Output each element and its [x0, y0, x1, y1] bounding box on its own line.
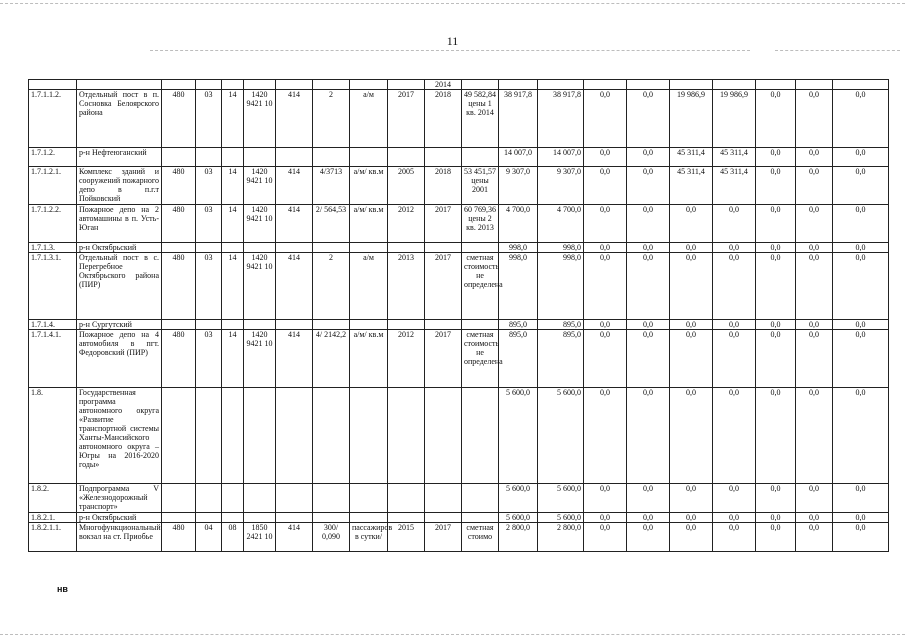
cell-target-article: 1420 9421 10 [244, 205, 276, 243]
cell-expense-type: 414 [276, 253, 313, 320]
cell-section: 03 [196, 167, 222, 205]
cell-col-15: 0,0 [584, 523, 627, 552]
cell-amount-2017: 45 311,4 [670, 167, 713, 205]
cell-expense-type: 414 [276, 90, 313, 148]
cell-col-15: 0,0 [584, 167, 627, 205]
cell-col-16: 0,0 [627, 330, 670, 388]
cell-amount-2017 [670, 80, 713, 90]
cell-chapter [162, 484, 196, 513]
cell-total-2016: 4 700,0 [499, 205, 538, 243]
cell-col-15: 0,0 [584, 330, 627, 388]
cell-target-article: 1420 9421 10 [244, 253, 276, 320]
cell-col-20: 0,0 [796, 484, 833, 513]
cell-capacity [313, 80, 350, 90]
cell-col-20: 0,0 [796, 167, 833, 205]
cell-section: 03 [196, 90, 222, 148]
cell-year-start [388, 388, 425, 484]
cell-amount-2017: 0,0 [670, 243, 713, 253]
cell-code: 1.8.2.1. [29, 513, 77, 523]
cell-chapter: 480 [162, 90, 196, 148]
cell-col-16: 0,0 [627, 148, 670, 167]
cell-unit: а/м/ кв.м [350, 205, 388, 243]
cell-unit [350, 148, 388, 167]
cell-estimated-cost [462, 513, 499, 523]
cell-amount-2017: 0,0 [670, 330, 713, 388]
cell-name: Государственная программа автономного округа «Развитие транспортной системы Ханты-Мансийского автономного округа – Югры на 2016-2020 годы» [77, 388, 162, 484]
cell-col-16: 0,0 [627, 320, 670, 330]
cell-total-2016-district: 895,0 [538, 330, 584, 388]
scan-dash-line-upper [150, 50, 750, 51]
cell-unit [350, 320, 388, 330]
cell-chapter: 480 [162, 167, 196, 205]
cell-col-20: 0,0 [796, 330, 833, 388]
cell-chapter [162, 148, 196, 167]
cell-section [196, 388, 222, 484]
cell-col-19 [756, 80, 796, 90]
cell-year-start [388, 320, 425, 330]
cell-expense-type [276, 320, 313, 330]
cell-section [196, 80, 222, 90]
cell-year-start: 2005 [388, 167, 425, 205]
scan-dash-line-right [775, 50, 900, 51]
cell-code [29, 80, 77, 90]
cell-col-19: 0,0 [756, 243, 796, 253]
cell-code: 1.7.1.3. [29, 243, 77, 253]
cell-col-20: 0,0 [796, 253, 833, 320]
cell-expense-type: 414 [276, 523, 313, 552]
cell-unit: а/м [350, 253, 388, 320]
cell-year-end [425, 243, 462, 253]
cell-target-article [244, 148, 276, 167]
cell-unit: а/м [350, 90, 388, 148]
cell-year-end [425, 388, 462, 484]
cell-col-15: 0,0 [584, 205, 627, 243]
cell-subsection [222, 320, 244, 330]
cell-subsection: 14 [222, 90, 244, 148]
cell-expense-type: 414 [276, 205, 313, 243]
cell-amount-2017-district: 0,0 [713, 330, 756, 388]
cell-col-21: 0,0 [833, 90, 889, 148]
cell-col-19: 0,0 [756, 388, 796, 484]
cell-total-2016: 5 600,0 [499, 513, 538, 523]
cell-col-19: 0,0 [756, 484, 796, 513]
cell-amount-2017: 0,0 [670, 320, 713, 330]
cell-col-16: 0,0 [627, 90, 670, 148]
table-row [29, 330, 889, 388]
cell-code: 1.7.1.2.1. [29, 167, 77, 205]
cell-unit [350, 388, 388, 484]
cell-capacity [313, 484, 350, 513]
cell-section [196, 513, 222, 523]
cell-amount-2017-district: 0,0 [713, 320, 756, 330]
cell-col-16: 0,0 [627, 205, 670, 243]
cell-target-article: 1420 9421 10 [244, 330, 276, 388]
table-row [29, 90, 889, 148]
cell-total-2016: 5 600,0 [499, 484, 538, 513]
cell-col-16: 0,0 [627, 388, 670, 484]
cell-estimated-cost [462, 243, 499, 253]
cell-total-2016-district: 4 700,0 [538, 205, 584, 243]
cell-amount-2017: 0,0 [670, 484, 713, 513]
cell-col-15: 0,0 [584, 253, 627, 320]
cell-name: Комплекс зданий и сооружений пожарного депо в п.г.т Пойковский [77, 167, 162, 205]
cell-col-21 [833, 80, 889, 90]
table-row [29, 253, 889, 320]
cell-total-2016-district: 998,0 [538, 253, 584, 320]
cell-total-2016: 38 917,8 [499, 90, 538, 148]
cell-name: р-н Сургутский [77, 320, 162, 330]
cell-year-end: 2018 [425, 90, 462, 148]
cell-code: 1.7.1.4. [29, 320, 77, 330]
cell-code: 1.7.1.1.2. [29, 90, 77, 148]
cell-col-19: 0,0 [756, 167, 796, 205]
cell-col-16: 0,0 [627, 167, 670, 205]
cell-code: 1.7.1.4.1. [29, 330, 77, 388]
cell-amount-2017: 0,0 [670, 205, 713, 243]
cell-total-2016-district: 9 307,0 [538, 167, 584, 205]
cell-subsection: 14 [222, 253, 244, 320]
cell-name [77, 80, 162, 90]
cell-subsection [222, 243, 244, 253]
cell-chapter [162, 513, 196, 523]
cell-col-21: 0,0 [833, 523, 889, 552]
cell-section: 04 [196, 523, 222, 552]
cell-col-19: 0,0 [756, 205, 796, 243]
cell-estimated-cost [462, 320, 499, 330]
table-row [29, 167, 889, 205]
cell-year-start: 2017 [388, 90, 425, 148]
table-row [29, 513, 889, 523]
cell-total-2016-district: 895,0 [538, 320, 584, 330]
cell-target-article [244, 484, 276, 513]
cell-total-2016-district: 2 800,0 [538, 523, 584, 552]
cell-code: 1.8. [29, 388, 77, 484]
cell-year-start [388, 148, 425, 167]
cell-name: Отдельный пост в с. Перегребное Октябрьского района (ПИР) [77, 253, 162, 320]
cell-col-16 [627, 80, 670, 90]
cell-col-19: 0,0 [756, 148, 796, 167]
cell-capacity [313, 148, 350, 167]
cell-col-15: 0,0 [584, 484, 627, 513]
cell-capacity [313, 513, 350, 523]
cell-col-21: 0,0 [833, 330, 889, 388]
cell-col-21: 0,0 [833, 167, 889, 205]
scan-edge-line-bottom [0, 634, 905, 635]
cell-col-21: 0,0 [833, 388, 889, 484]
cell-unit: а/м/ кв.м [350, 330, 388, 388]
cell-estimated-cost: 53 451,57 цены 2001 [462, 167, 499, 205]
cell-col-21: 0,0 [833, 148, 889, 167]
cell-subsection [222, 513, 244, 523]
cell-target-article: 1850 2421 10 [244, 523, 276, 552]
cell-unit [350, 80, 388, 90]
cell-col-20: 0,0 [796, 513, 833, 523]
cell-name: Пожарное депо на 4 автомобиля в пгт. Федоровский (ПИР) [77, 330, 162, 388]
cell-col-21: 0,0 [833, 243, 889, 253]
cell-col-20: 0,0 [796, 148, 833, 167]
cell-amount-2017-district: 45 311,4 [713, 148, 756, 167]
cell-col-20: 0,0 [796, 243, 833, 253]
cell-amount-2017: 19 986,9 [670, 90, 713, 148]
cell-estimated-cost [462, 80, 499, 90]
cell-capacity [313, 243, 350, 253]
cell-year-end [425, 148, 462, 167]
cell-amount-2017-district: 0,0 [713, 243, 756, 253]
cell-expense-type [276, 484, 313, 513]
cell-col-15 [584, 80, 627, 90]
cell-year-start: 2015 [388, 523, 425, 552]
cell-chapter [162, 243, 196, 253]
cell-total-2016: 895,0 [499, 330, 538, 388]
page-number: 11 [446, 34, 459, 48]
table-row [29, 523, 889, 552]
cell-col-20: 0,0 [796, 205, 833, 243]
cell-col-15: 0,0 [584, 243, 627, 253]
cell-amount-2017-district: 0,0 [713, 484, 756, 513]
cell-col-21: 0,0 [833, 205, 889, 243]
cell-name: р-н Нефтеюганский [77, 148, 162, 167]
cell-section: 03 [196, 330, 222, 388]
cell-amount-2017-district: 45 311,4 [713, 167, 756, 205]
cell-capacity [313, 388, 350, 484]
cell-year-start: 2012 [388, 330, 425, 388]
cell-capacity: 2 [313, 90, 350, 148]
table-row [29, 388, 889, 484]
cell-section [196, 243, 222, 253]
cell-capacity: 2 [313, 253, 350, 320]
cell-expense-type [276, 148, 313, 167]
cell-col-16: 0,0 [627, 484, 670, 513]
cell-col-19: 0,0 [756, 523, 796, 552]
cell-amount-2017: 0,0 [670, 523, 713, 552]
cell-target-article [244, 243, 276, 253]
cell-amount-2017-district: 0,0 [713, 513, 756, 523]
cell-col-20: 0,0 [796, 320, 833, 330]
cell-name: р-н Октябрьский [77, 243, 162, 253]
cell-target-article [244, 388, 276, 484]
cell-code: 1.8.2. [29, 484, 77, 513]
cell-col-15: 0,0 [584, 513, 627, 523]
cell-total-2016: 998,0 [499, 253, 538, 320]
cell-amount-2017-district [713, 80, 756, 90]
cell-col-15: 0,0 [584, 148, 627, 167]
cell-col-21: 0,0 [833, 320, 889, 330]
cell-chapter: 480 [162, 205, 196, 243]
cell-total-2016: 9 307,0 [499, 167, 538, 205]
cell-target-article: 1420 9421 10 [244, 90, 276, 148]
cell-total-2016: 998,0 [499, 243, 538, 253]
cell-subsection [222, 148, 244, 167]
cell-year-end: 2017 [425, 253, 462, 320]
cell-name: Многофункциональный вокзал на ст. Приобье [77, 523, 162, 552]
cell-year-start [388, 243, 425, 253]
cell-code: 1.8.2.1.1. [29, 523, 77, 552]
cell-col-21: 0,0 [833, 513, 889, 523]
budget-table [28, 79, 889, 552]
cell-year-end: 2018 [425, 167, 462, 205]
cell-total-2016 [499, 80, 538, 90]
cell-section: 03 [196, 253, 222, 320]
cell-col-20: 0,0 [796, 388, 833, 484]
cell-capacity: 2/ 564,53 [313, 205, 350, 243]
scan-edge-line-top [0, 3, 905, 4]
cell-year-end: 2017 [425, 330, 462, 388]
table-row [29, 484, 889, 513]
cell-section [196, 484, 222, 513]
cell-total-2016: 2 800,0 [499, 523, 538, 552]
cell-amount-2017-district: 0,0 [713, 523, 756, 552]
cell-subsection: 14 [222, 167, 244, 205]
cell-col-21: 0,0 [833, 484, 889, 513]
cell-amount-2017-district: 0,0 [713, 388, 756, 484]
cell-total-2016-district: 14 007,0 [538, 148, 584, 167]
cell-expense-type: 414 [276, 167, 313, 205]
cell-target-article [244, 320, 276, 330]
cell-amount-2017: 0,0 [670, 253, 713, 320]
cell-subsection [222, 484, 244, 513]
cell-section [196, 320, 222, 330]
cell-col-16: 0,0 [627, 523, 670, 552]
cell-target-article [244, 80, 276, 90]
cell-estimated-cost: сметная стоимость не определена [462, 253, 499, 320]
cell-code: 1.7.1.2.2. [29, 205, 77, 243]
cell-code: 1.7.1.3.1. [29, 253, 77, 320]
cell-total-2016: 5 600,0 [499, 388, 538, 484]
cell-col-20: 0,0 [796, 90, 833, 148]
cell-name: р-н Октябрьский [77, 513, 162, 523]
cell-subsection [222, 80, 244, 90]
cell-year-end [425, 320, 462, 330]
cell-col-21: 0,0 [833, 253, 889, 320]
cell-total-2016-district: 5 600,0 [538, 484, 584, 513]
cell-name: Пожарное депо на 2 автомашины в п. Усть-Юган [77, 205, 162, 243]
cell-expense-type [276, 513, 313, 523]
cell-col-20: 0,0 [796, 523, 833, 552]
cell-subsection: 14 [222, 205, 244, 243]
cell-year-end [425, 513, 462, 523]
cell-year-start [388, 513, 425, 523]
cell-target-article [244, 513, 276, 523]
cell-amount-2017-district: 0,0 [713, 205, 756, 243]
cell-col-15: 0,0 [584, 388, 627, 484]
cell-total-2016-district: 5 600,0 [538, 513, 584, 523]
cell-year-start [388, 484, 425, 513]
cell-code: 1.7.1.2. [29, 148, 77, 167]
cell-col-19: 0,0 [756, 513, 796, 523]
cell-target-article: 1420 9421 10 [244, 167, 276, 205]
cell-unit: а/м/ кв.м [350, 167, 388, 205]
cell-amount-2017: 0,0 [670, 513, 713, 523]
cell-total-2016-district: 38 917,8 [538, 90, 584, 148]
cell-unit: пассажиров в сутки/ [350, 523, 388, 552]
cell-chapter [162, 320, 196, 330]
cell-amount-2017-district: 0,0 [713, 253, 756, 320]
cell-year-start [388, 80, 425, 90]
cell-chapter: 480 [162, 523, 196, 552]
cell-chapter [162, 388, 196, 484]
cell-capacity: 4/ 2142,2 [313, 330, 350, 388]
cell-unit [350, 243, 388, 253]
cell-total-2016-district: 998,0 [538, 243, 584, 253]
table-row [29, 243, 889, 253]
cell-name: Подпрограмма V «Железнодорожный транспорт» [77, 484, 162, 513]
cell-year-end: 2017 [425, 523, 462, 552]
cell-capacity [313, 320, 350, 330]
cell-expense-type: 414 [276, 330, 313, 388]
cell-name: Отдельный пост в п. Сосновка Белоярского района [77, 90, 162, 148]
cell-unit [350, 513, 388, 523]
cell-estimated-cost [462, 484, 499, 513]
cell-estimated-cost [462, 148, 499, 167]
cell-year-start: 2013 [388, 253, 425, 320]
cell-col-15: 0,0 [584, 90, 627, 148]
cell-estimated-cost: сметная стоимо [462, 523, 499, 552]
cell-chapter: 480 [162, 253, 196, 320]
cell-chapter: 480 [162, 330, 196, 388]
cell-expense-type [276, 243, 313, 253]
cell-subsection: 08 [222, 523, 244, 552]
cell-year-start: 2012 [388, 205, 425, 243]
cell-year-end: 2017 [425, 205, 462, 243]
table-row [29, 205, 889, 243]
cell-estimated-cost [462, 388, 499, 484]
cell-section: 03 [196, 205, 222, 243]
table-row [29, 148, 889, 167]
cell-col-15: 0,0 [584, 320, 627, 330]
cell-amount-2017: 45 311,4 [670, 148, 713, 167]
cell-amount-2017: 0,0 [670, 388, 713, 484]
cell-expense-type [276, 388, 313, 484]
cell-col-19: 0,0 [756, 253, 796, 320]
cell-capacity: 4/3713 [313, 167, 350, 205]
cell-col-19: 0,0 [756, 320, 796, 330]
cell-total-2016-district [538, 80, 584, 90]
cell-total-2016: 895,0 [499, 320, 538, 330]
cell-subsection: 14 [222, 330, 244, 388]
cell-col-19: 0,0 [756, 90, 796, 148]
cell-capacity: 300/ 0,090 [313, 523, 350, 552]
cell-estimated-cost: 49 582,84 цены 1 кв. 2014 [462, 90, 499, 148]
cell-col-16: 0,0 [627, 253, 670, 320]
cell-year-end: 2014 [425, 80, 462, 90]
cell-section [196, 148, 222, 167]
cell-unit [350, 484, 388, 513]
cell-col-16: 0,0 [627, 513, 670, 523]
cell-col-20 [796, 80, 833, 90]
cell-chapter [162, 80, 196, 90]
cell-year-end [425, 484, 462, 513]
cell-subsection [222, 388, 244, 484]
cell-col-19: 0,0 [756, 330, 796, 388]
cell-total-2016-district: 5 600,0 [538, 388, 584, 484]
footnote-initials: нв [57, 584, 68, 594]
cell-amount-2017-district: 19 986,9 [713, 90, 756, 148]
cell-estimated-cost: 60 769,36 цены 2 кв. 2013 [462, 205, 499, 243]
cell-estimated-cost: сметная стоимость не определена [462, 330, 499, 388]
table-row [29, 80, 889, 90]
cell-col-16: 0,0 [627, 243, 670, 253]
table-row [29, 320, 889, 330]
cell-expense-type [276, 80, 313, 90]
cell-total-2016: 14 007,0 [499, 148, 538, 167]
